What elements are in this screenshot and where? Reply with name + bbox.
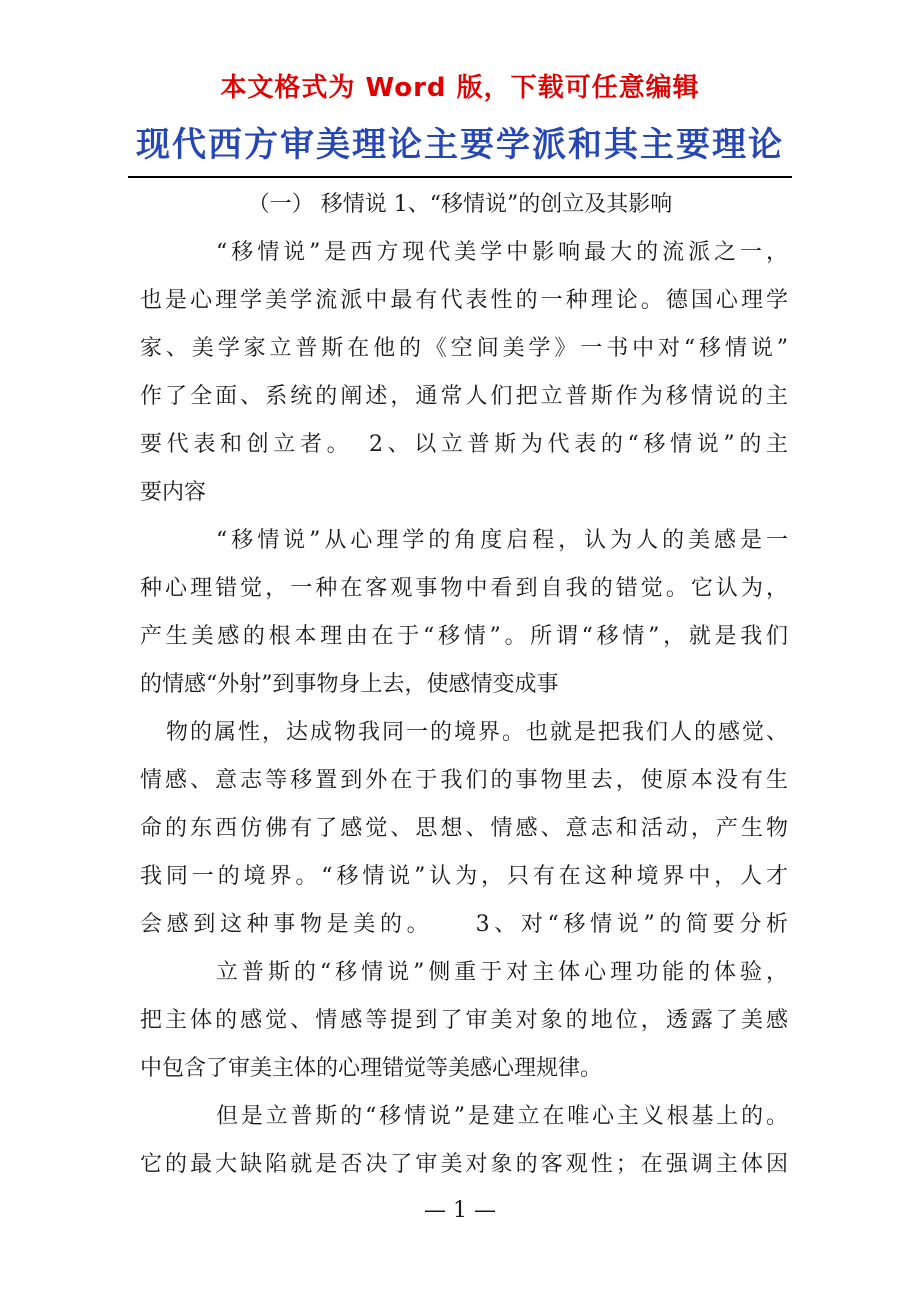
paragraph-line: “移情说”从心理学的角度启程，认为人的美感是一 (216, 528, 788, 553)
paragraph-line: 它的最大缺陷就是否决了审美对象的客观性；在强调主体因 (140, 1152, 788, 1177)
paragraph-line: 种心理错觉，一种在客观事物中看到自我的错觉。它认为， (140, 576, 788, 601)
paragraph-line: 要内容 (140, 480, 207, 505)
paragraph-line: 的情感“外射”到事物身上去，使感情变成事 (140, 672, 559, 697)
paragraph-line: 把主体的感觉、情感等提到了审美对象的地位，透露了美感 (140, 1008, 788, 1033)
title-divider (128, 176, 792, 178)
section-heading: （一） 移情说 1、“移情说”的创立及其影响 (247, 192, 673, 217)
paragraph-line: 但是立普斯的“移情说”是建立在唯心主义根基上的。 (216, 1104, 788, 1129)
document-title: 现代西方审美理论主要学派和其主要理论 (136, 125, 784, 165)
paragraph-line: 产生美感的根本理由在于“移情”。所谓“移情”，就是我们 (140, 624, 788, 649)
paragraph-line: 情感、意志等移置到外在于我们的事物里去，使原本没有生 (140, 768, 788, 793)
paragraph-line: 命的东西仿佛有了感觉、思想、情感、意志和活动，产生物 (140, 816, 788, 841)
word-format-notice: 本文格式为 Word 版，下载可任意编辑 (220, 73, 700, 103)
paragraph-line: 立普斯的“移情说”侧重于对主体心理功能的体验， (216, 960, 788, 985)
paragraph-line: 物的属性，达成物我同一的境界。也就是把我们人的感觉、 (166, 720, 788, 745)
paragraph-line: 会感到这种事物是美的。 3、对“移情说”的简要分析 (140, 912, 788, 937)
paragraph-line: 要代表和创立者。 2、以立普斯为代表的“移情说”的主 (140, 432, 788, 457)
paragraph-line: “移情说”是西方现代美学中影响最大的流派之一， (216, 240, 788, 265)
paragraph-line: 我同一的境界。“移情说”认为，只有在这种境界中，人才 (140, 864, 788, 889)
paragraph-line: 中包含了审美主体的心理错觉等美感心理规律。 (140, 1056, 603, 1081)
paragraph-line: 也是心理学美学流派中最有代表性的一种理论。德国心理学 (140, 288, 788, 313)
paragraph-line: 家、美学家立普斯在他的《空间美学》一书中对“移情说” (140, 336, 788, 361)
paragraph-line: 作了全面、系统的阐述，通常人们把立普斯作为移情说的主 (140, 384, 788, 409)
page-number: — 1 — (424, 1198, 496, 1223)
